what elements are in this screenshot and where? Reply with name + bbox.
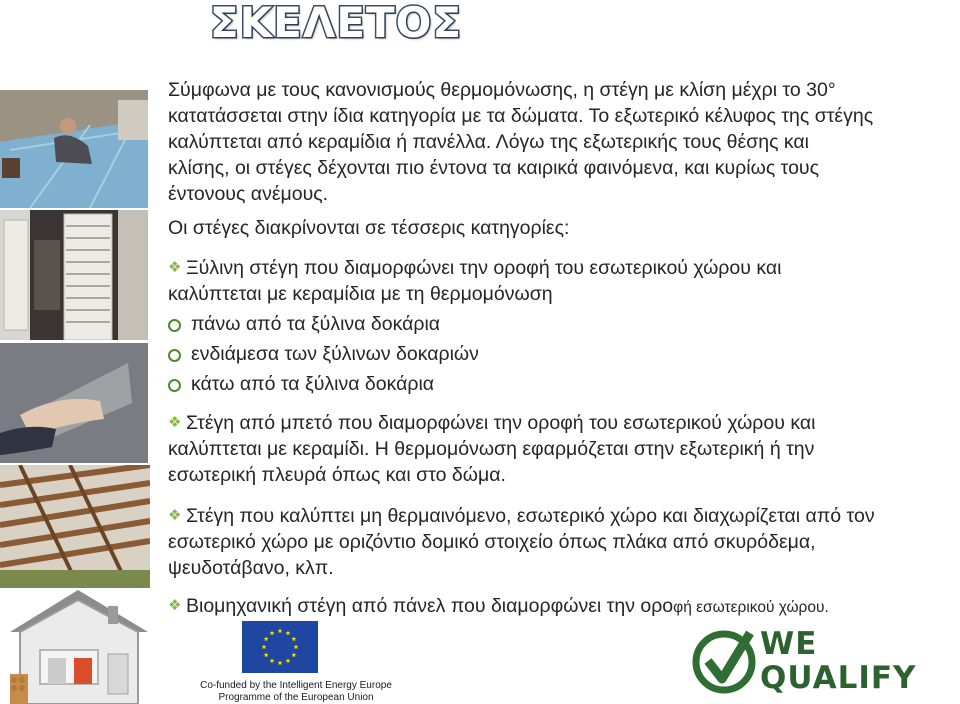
intro-paragraph: Σύμφωνα με τους κανονισμούς θερμομόνωσης, η στέγη με κλίση μέχρι το 30° κατατάσσεται στην ίδια κατηγορία με τα δώματα. Το εξωτερικό κέλυφος της στέγης καλύπτεται από κεραμίδια ή πανέλλα. Λόγω της εξωτερικής τους θέσης και κλίσης, οι στέγες δέχονται πιο έντονα τα καιρικά φαινόμενα, και κυρίως τους έντονους ανέμους.	[168, 79, 874, 205]
bullet-text-continued: καλύπτεται με κεραμίδια με τη θερμομόνωση	[168, 283, 553, 305]
list-item	[168, 371, 868, 397]
we-qualify-text-bottom: QUALIFY	[760, 660, 917, 696]
ring-bullet-icon	[168, 379, 181, 392]
eu-flag-logo	[242, 621, 318, 673]
bullet-text-continued: καλύπτεται με κεραμίδι. Η θερμομόνωση εφαρμόζεται στην εξωτερική ή την εσωτερική πλευρά όπως και στο δώμα.	[168, 438, 815, 486]
subitem-text: ενδιάμεσα των ξύλινων δοκαριών	[191, 343, 479, 365]
diamond-bullet-icon: ❖	[168, 259, 182, 276]
diamond-bullet-icon: ❖	[168, 507, 182, 524]
window-shutters-photo	[0, 210, 148, 340]
diamond-bullet-icon: ❖	[168, 597, 182, 614]
list-item	[168, 341, 868, 367]
house-heating-illustration	[0, 588, 150, 704]
diamond-bullet-icon: ❖	[168, 414, 182, 431]
subitem-text: πάνω από τα ξύλινα δοκάρια	[191, 313, 441, 335]
roof-insulation-photo	[0, 90, 148, 208]
cofunded-line: Programme of the European Union	[218, 692, 374, 703]
cofunded-note	[186, 680, 406, 704]
cofunded-line: Co-funded by the Intelligent Energy Europe	[200, 680, 392, 691]
ring-bullet-icon	[168, 349, 181, 362]
plastering-photo	[0, 343, 148, 463]
subitem-text: κάτω από τα ξύλινα δοκάρια	[191, 373, 435, 395]
wooden-pergola-photo	[0, 465, 150, 590]
bullet-wooden-roof	[168, 255, 958, 307]
categories-heading: Οι στέγες διακρίνονται σε τέσσερις κατηγορίες:	[168, 217, 570, 239]
we-qualify-text-top: WE	[760, 626, 818, 662]
page-title: ΣΚΕΛΕΤΟΣ	[209, 0, 463, 47]
bullet-text: Βιομηχανική στέγη από πάνελ που διαμορφώνει την ορο	[186, 595, 674, 617]
bullet-text: Στέγη που καλύπτει μη θερμαινόμενο, εσωτερικό χώρο και διαχωρίζεται από τον	[186, 505, 875, 527]
bullet-text: Στέγη από μπετό που διαμορφώνει την οροφή του εσωτερικού χώρου και	[186, 412, 816, 434]
bullet-text: Ξύλινη στέγη που διαμορφώνει την οροφή του εσωτερικού χώρου και	[186, 257, 782, 279]
ring-bullet-icon	[168, 319, 181, 332]
bullet-concrete-roof	[168, 410, 958, 488]
bullet-text-small: φή εσωτερικού χώρου.	[673, 599, 829, 616]
bullet-industrial-roof	[168, 593, 958, 621]
bullet-text-continued: εσωτερικό χώρο με οριζόντιο δομικό στοιχείο όπως πλάκα από σκυρόδεμα, ψευδοτάβανο, κλπ.	[168, 531, 816, 579]
bullet-unheated-roof	[168, 503, 958, 581]
subitem-list	[168, 311, 868, 397]
list-item	[168, 311, 868, 337]
